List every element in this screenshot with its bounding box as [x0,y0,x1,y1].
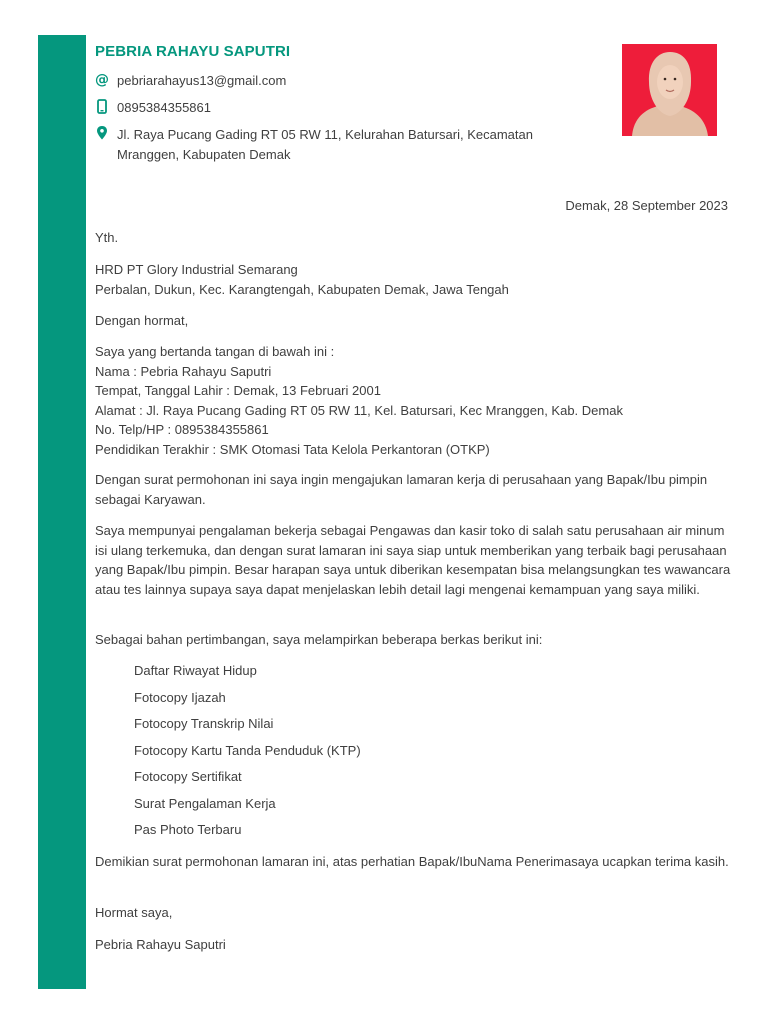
contact-phone [95,98,557,120]
identity-line: Tempat, Tanggal Lahir : Demak, 13 Februari 2001 [95,383,381,398]
list-item: Surat Pengalaman Kerja [134,795,276,811]
location-pin-icon [95,125,109,147]
applicant-name: PEBRIA RAHAYU SAPUTRI [95,43,291,60]
contact-email [95,71,557,93]
svg-text:@: @ [95,72,109,87]
identity-block [95,342,735,459]
accent-sidebar [38,35,86,989]
list-item: Pas Photo Terbaru [134,822,242,837]
at-icon [95,71,109,93]
phone-icon [95,98,109,120]
experience-paragraph: Saya mempunyai pengalaman bekerja sebagai Pengawas dan kasir toko di salah satu perusahaan air minum isi ulang terkemuka, dan dengan surat lamaran ini saya siap untuk memberikan yang terbaik bagi perusahaan yang Bapak/Ibu pimpin. Besar harapan saya untuk diberikan kesempatan bisa melangsungkan tes wawancara atau tes lainnya supaya saya dapat menjelaskan lebih detail lagi mengenai kemampuan yang saya miliki. [95,523,731,597]
recipient-line: HRD PT Glory Industrial Semarang [95,262,298,277]
list-item: Fotocopy Sertifikat [134,769,242,784]
closing-paragraph: Demikian surat permohonan lamaran ini, atas perhatian Bapak/IbuNama Penerimasaya ucapkan terima kasih. [95,854,729,869]
phone-text: 0895384355861 [117,100,211,115]
identity-line: Alamat : Jl. Raya Pucang Gading RT 05 RW 11, Kel. Batursari, Kec Mranggen, Kab. Demak [95,402,623,418]
regards: Hormat saya, [95,905,173,920]
contact-address [95,125,557,165]
address-text: Jl. Raya Pucang Gading RT 05 RW 11, Kelurahan Batursari, Kecamatan Mranggen, Kabupaten Demak [117,127,533,162]
list-item: Fotocopy Ijazah [134,689,226,705]
list-item: Fotocopy Kartu Tanda Penduduk (KTP) [134,742,361,758]
recipient-line: Perbalan, Dukun, Kec. Karangtengah, Kabupaten Demak, Jawa Tengah [95,281,509,297]
identity-line: Saya yang bertanda tangan di bawah ini : [95,344,335,359]
list-item: Fotocopy Transkrip Nilai [134,716,274,731]
recipient-block [95,260,735,299]
intent-paragraph: Dengan surat permohonan ini saya ingin mengajukan lamaran kerja di perusahaan yang Bapak/Ibu pimpin sebagai Karyawan. [95,472,708,507]
identity-line: No. Telp/HP : 0895384355861 [95,422,269,437]
salutation-to: Yth. [95,230,119,245]
attachments-intro: Sebagai bahan pertimbangan, saya melampirkan beberapa berkas berikut ini: [95,632,543,647]
list-item: Daftar Riwayat Hidup [134,663,257,678]
identity-line: Pendidikan Terakhir : SMK Otomasi Tata Kelola Perkantoran (OTKP) [95,441,490,457]
profile-photo [622,44,717,136]
letter-date: Demak, 28 September 2023 [565,198,728,213]
greeting: Dengan hormat, [95,313,189,328]
attachments-list [134,660,361,846]
signature-name: Pebria Rahayu Saputri [95,937,226,952]
email-text: pebriarahayus13@gmail.com [117,73,287,88]
identity-line: Nama : Pebria Rahayu Saputri [95,363,272,379]
